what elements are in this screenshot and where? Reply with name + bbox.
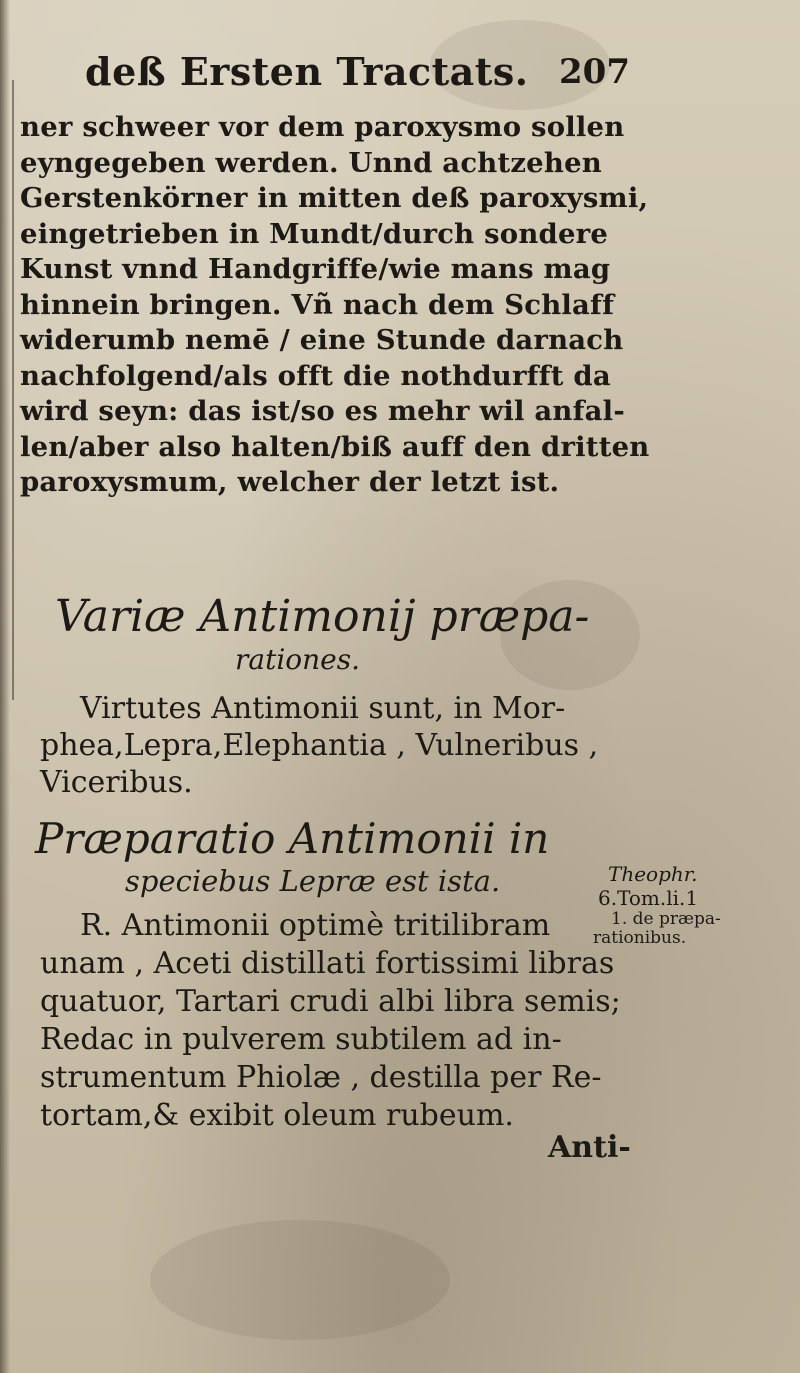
text-line: unam , Aceti distillati fortissimi libras: [40, 946, 615, 981]
text-line: Viceribus.: [40, 765, 193, 800]
text-line: R. Antimonii optimè tritilibram: [80, 908, 551, 943]
page-binding-edge: [0, 0, 10, 1373]
marginal-note: [593, 862, 793, 948]
blackletter-paragraph: [20, 110, 650, 501]
heading-line: speciebus Lepræ est ista.: [125, 864, 501, 898]
gutter-line: [12, 80, 14, 700]
marginal-line: 1. de præpa-: [611, 909, 721, 929]
page-number: 207: [559, 52, 630, 92]
running-title: deß Ersten Tractats.: [85, 49, 529, 94]
text-line: len/aber also halten/biß auff den dritten: [20, 430, 650, 463]
text-line: nachfolgend/als offt die nothdurfft da: [20, 359, 611, 392]
text-line: Gerstenkörner in mitten deß paroxysmi,: [20, 182, 649, 214]
text-line: Redac in pulverem subtilem ad in-: [40, 1022, 562, 1057]
text-line: strumentum Phiolæ , destilla per Re-: [40, 1060, 602, 1095]
heading-line: rationes.: [235, 643, 361, 676]
text-line: eyngegeben werden. Unnd achtzehen: [20, 146, 602, 179]
paper-stain: [150, 1220, 450, 1340]
recipe-paragraph: [40, 907, 640, 1135]
text-line: tortam,& exibit oleum rubeum.: [40, 1098, 514, 1133]
text-line: wird seyn: das ist/so es mehr wil anfal-: [20, 395, 625, 427]
text-line: Virtutes Antimonii sunt, in Mor-: [80, 691, 566, 726]
marginal-line: Theophr.: [608, 862, 698, 886]
marginal-line: 6.Tom.li.1: [598, 886, 699, 910]
text-line: phea,Lepra,Elephantia , Vulneribus ,: [40, 728, 599, 763]
text-line: eingetrieben in Mundt/durch sondere: [20, 217, 609, 250]
text-line: hinnein bringen. Vñ nach dem Schlaff: [20, 288, 615, 321]
virtutes-paragraph: [40, 690, 640, 801]
section-heading-praeparatio: [35, 815, 615, 899]
text-line: ner schweer vor dem paroxysmo sollen: [20, 111, 625, 143]
catchword: Anti-: [548, 1130, 631, 1165]
text-line: quatuor, Tartari crudi albi libra semis;: [40, 984, 621, 1019]
text-line: paroxysmum, welcher der letzt ist.: [20, 466, 560, 498]
text-line: Kunst vnnd Handgriffe/wie mans mag: [20, 253, 611, 285]
heading-line: Variæ Antimonij præpa-: [55, 591, 590, 642]
marginal-line: rationibus.: [593, 928, 687, 948]
running-head: [85, 50, 630, 98]
text-line: widerumb nemē / eine Stunde darnach: [20, 324, 624, 356]
heading-line: Præparatio Antimonii in: [35, 814, 550, 863]
section-heading-antimonii-praeparationes: [55, 592, 615, 678]
